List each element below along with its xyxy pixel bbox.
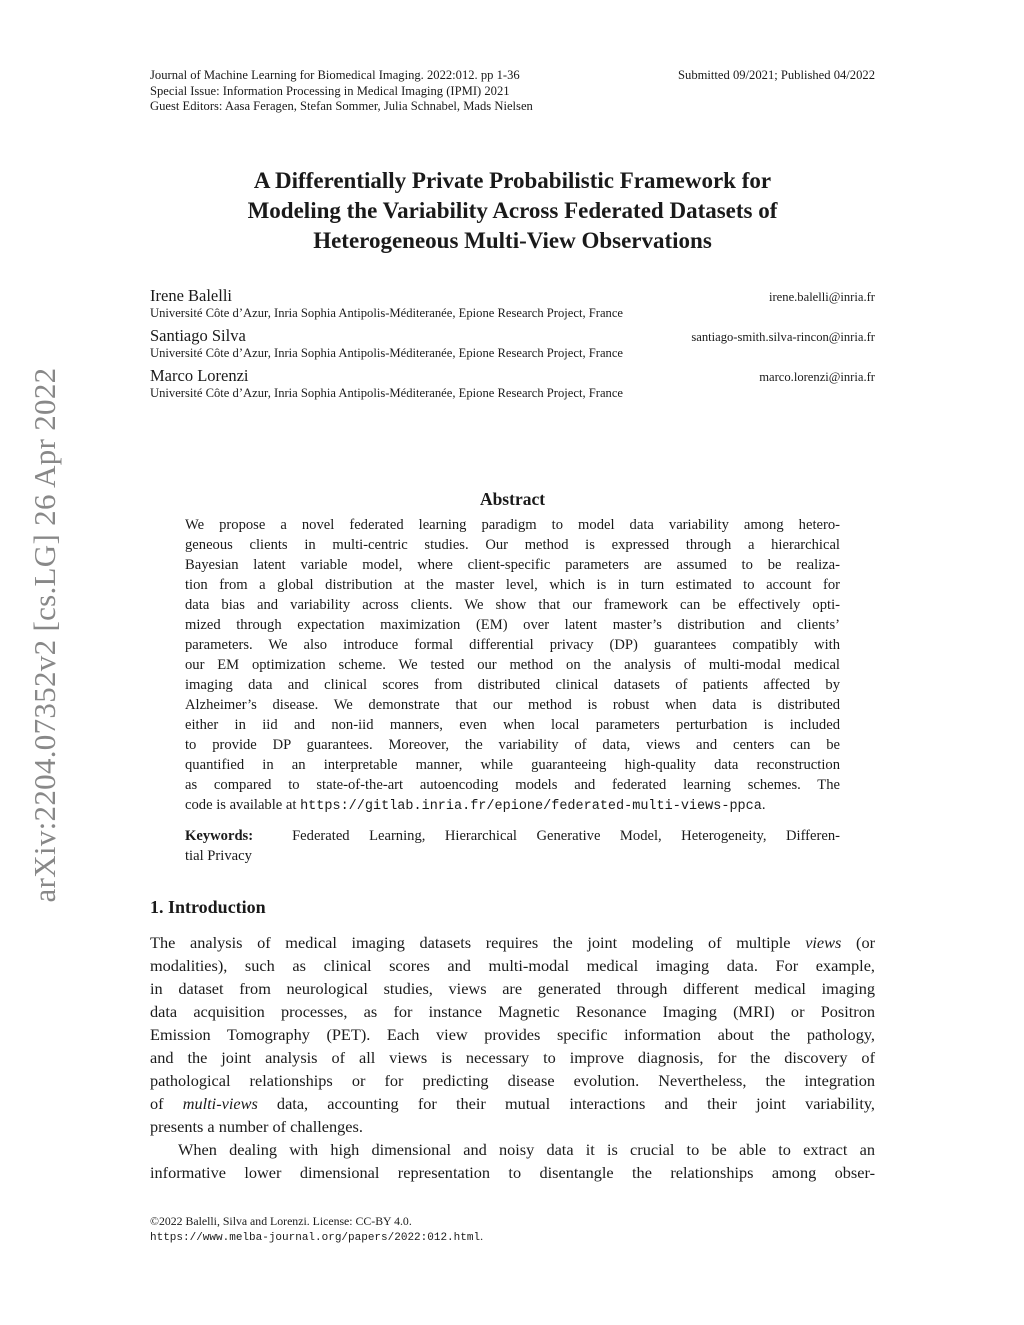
keywords-label: Keywords:	[185, 828, 254, 844]
text-segment: data, accounting for their mutual interactions and their joint variability,	[257, 1094, 875, 1113]
submission-dates: Submitted 09/2021; Published 04/2022	[678, 68, 875, 82]
text-segment: presents a number of challenges.	[150, 1117, 363, 1136]
author-affiliation: Université Côte d’Azur, Inria Sophia Antipolis-Méditeranée, Epione Research Project, France	[150, 346, 624, 360]
body-line	[150, 954, 875, 977]
text-segment: of	[150, 1094, 183, 1113]
text-segment: in dataset from neurological studies, views are generated through different medical imaging	[150, 979, 875, 998]
author-affiliation: Université Côte d’Azur, Inria Sophia Antipolis-Méditeranée, Epione Research Project, France	[150, 386, 624, 400]
arxiv-identifier: arXiv:2204.07352v2 [cs.LG] 26 Apr 2022	[27, 367, 62, 903]
author	[150, 326, 875, 361]
abstract-line: parameters. We also introduce formal differential privacy (DP) guarantees compatibly with	[185, 637, 840, 653]
guest-editors: Guest Editors: Aasa Feragen, Stefan Sommer, Julia Schnabel, Mads Nielsen	[150, 99, 533, 113]
abstract-line: geneous clients in multi-centric studies. Our method is expressed through a hierarchical	[185, 537, 840, 553]
journal-header	[150, 68, 875, 115]
abstract-line	[185, 795, 840, 817]
section-heading-introduction: 1. Introduction	[150, 897, 266, 917]
author-email[interactable]: marco.lorenzi@inria.fr	[759, 370, 875, 384]
body-line	[150, 931, 875, 954]
text-segment: and the joint analysis of all views is necessary to improve diagnosis, for the discovery of	[150, 1048, 875, 1067]
author-email[interactable]: santiago-smith.silva-rincon@inria.fr	[691, 330, 875, 344]
journal-info: Journal of Machine Learning for Biomedical Imaging. 2022:012. pp 1-36	[150, 68, 520, 82]
abstract-line: tion from a global distribution at the master level, which is in turn estimated to account for	[185, 577, 840, 593]
author-list	[150, 286, 875, 406]
code-suffix: .	[761, 797, 766, 813]
body-line	[150, 1092, 875, 1115]
author-affiliation: Université Côte d’Azur, Inria Sophia Antipolis-Méditeranée, Epione Research Project, France	[150, 306, 624, 320]
abstract-line: our EM optimization scheme. We tested our method on the analysis of multi-modal medical	[185, 657, 840, 673]
body-line	[150, 977, 875, 1000]
text-segment: modalities), such as clinical scores and multi-modal medical imaging data. For example,	[150, 956, 875, 975]
text-segment: data acquisition processes, as for instance Magnetic Resonance Imaging (MRI) or Positron	[150, 1002, 875, 1021]
title-line: Modeling the Variability Across Federated Datasets of	[247, 198, 778, 223]
author-name: Santiago Silva	[150, 326, 246, 345]
url-suffix: .	[480, 1229, 484, 1243]
text-segment: (or	[841, 933, 876, 952]
paper-url[interactable]: https://www.melba-journal.org/papers/2022:012.html	[150, 1232, 481, 1244]
code-prefix: code is available at	[185, 797, 301, 813]
body-line	[150, 1138, 875, 1161]
abstract-line: imaging data and clinical scores from distributed clinical datasets of patients affected by	[185, 677, 840, 693]
text-segment: When dealing with high dimensional and noisy data it is crucial to be able to extract an	[178, 1140, 875, 1159]
abstract-line: We propose a novel federated learning paradigm to model data variability among hetero-	[185, 517, 840, 533]
abstract-line: to provide DP guarantees. Moreover, the variability of data, views and centers can be	[185, 737, 840, 753]
body-line	[150, 1069, 875, 1092]
abstract-line: Alzheimer’s disease. We demonstrate that our method is robust when data is distributed	[185, 697, 840, 713]
abstract-line: mized through expectation maximization (EM) over latent master’s distribution and clients’	[185, 617, 840, 633]
special-issue: Special Issue: Information Processing in Medical Imaging (IPMI) 2021	[150, 83, 510, 98]
text-segment: informative lower dimensional representation to disentangle the relationships among obser-	[150, 1163, 875, 1182]
author-email[interactable]: irene.balelli@inria.fr	[768, 290, 875, 304]
introduction-body	[150, 931, 875, 1184]
emphasis: views	[805, 933, 842, 952]
abstract-line: quantified in an interpretable manner, while guaranteeing high-quality data reconstruction	[185, 757, 840, 773]
author	[150, 286, 875, 321]
text-segment: The analysis of medical imaging datasets requires the joint modeling of multiple	[150, 933, 806, 952]
keywords-line: tial Privacy	[185, 848, 252, 864]
body-line	[150, 1115, 875, 1138]
license-text: ©2022 Balelli, Silva and Lorenzi. License: CC-BY 4.0.	[150, 1214, 412, 1228]
code-link[interactable]: https://gitlab.inria.fr/epione/federated-multi-views-ppca	[300, 799, 762, 814]
body-line	[150, 1000, 875, 1023]
title-line: A Differentially Private Probabilistic Framework for	[253, 168, 772, 193]
abstract-body	[185, 515, 840, 817]
abstract-line: as compared to state-of-the-art autoencoding models and federated learning schemes. The	[185, 777, 840, 793]
abstract-line: data bias and variability across clients. We show that our framework can be effectively opti-	[185, 597, 840, 613]
title-line: Heterogeneous Multi-View Observations	[313, 228, 712, 253]
keywords-text: Federated Learning, Hierarchical Generative Model, Heterogeneity, Differen-	[292, 828, 841, 844]
keywords	[185, 826, 840, 866]
emphasis: multi-views	[182, 1094, 258, 1113]
body-line	[150, 1046, 875, 1069]
body-line	[150, 1023, 875, 1046]
text-segment: Emission Tomography (PET). Each view provides specific information about the pathology,	[150, 1025, 875, 1044]
paragraph	[150, 931, 875, 1138]
abstract-line: Bayesian latent variable model, where client-specific parameters are assumed to be realiza-	[185, 557, 840, 573]
abstract-heading: Abstract	[479, 489, 546, 509]
author-name: Irene Balelli	[150, 286, 233, 305]
author-name: Marco Lorenzi	[150, 366, 249, 385]
keywords-line	[185, 826, 840, 846]
abstract-line: either in iid and non-iid manners, even when local parameters perturbation is included	[185, 717, 840, 733]
text-segment: pathological relationships or for predicting disease evolution. Nevertheless, the integration	[150, 1071, 875, 1090]
author	[150, 366, 875, 401]
paper-title	[150, 166, 875, 256]
paragraph	[150, 1138, 875, 1184]
body-line	[150, 1161, 875, 1184]
footer	[150, 1214, 483, 1246]
